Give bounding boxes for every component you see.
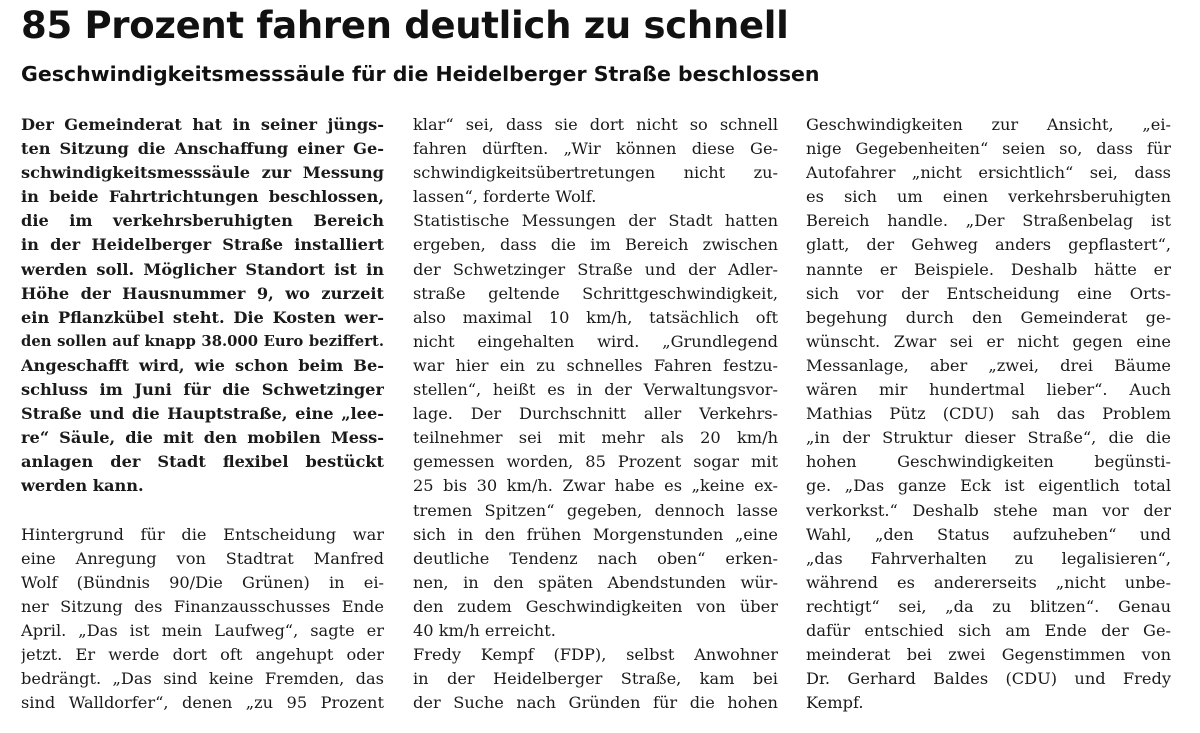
text-line: rechtigt“ sei, „da zu blitzen“. Genau <box>806 596 1171 616</box>
text-line: Messanlage, aber „zwei, drei Bäume <box>806 355 1171 375</box>
text-line: April. „Das ist mein Laufweg“, sagte er <box>21 620 384 640</box>
text-line: re“ Säule, die mit den mobilen Mess- <box>21 428 384 448</box>
text-line: schluss im Juni für die Schwetzinger <box>21 380 384 400</box>
text-line: 25 bis 30 km/h. Zwar habe es „keine ex- <box>413 476 778 496</box>
text-line: Der Gemeinderat hat in seiner jüngs- <box>21 115 384 134</box>
text-line: nannte er Beispiele. Deshalb hätte er <box>806 259 1171 279</box>
text-line: ein Pflanzkübel steht. Die Kosten wer- <box>21 307 384 327</box>
text-line: Höhe der Hausnummer 9, wo zurzeit <box>21 283 384 303</box>
text-line: wünscht. Zwar sei er nicht gegen eine <box>806 331 1171 351</box>
text-line: Fredy Kempf (FDP), selbst Anwohner <box>413 645 778 665</box>
text-line: hohen Geschwindigkeiten begünsti- <box>806 452 1171 472</box>
text-line: ge. „Das ganze Eck ist eigentlich total <box>806 476 1171 496</box>
text-line: den zudem Geschwindigkeiten von über <box>413 596 778 616</box>
text-line: in der Heidelberger Straße installiert <box>21 235 384 255</box>
article-headline: 85 Prozent fahren deutlich zu schnell <box>21 4 789 47</box>
text-line: Statistische Messungen der Stadt hatten <box>413 211 778 231</box>
text-line: gemessen worden, 85 Prozent sogar mit <box>413 452 778 472</box>
text-line: der Suche nach Gründen für die hohen <box>413 693 778 713</box>
text-line: sich vor der Entscheidung eine Orts- <box>806 283 1171 303</box>
text-line: teilnehmer sei mit mehr als 20 km/h <box>413 428 778 448</box>
text-line: nicht eingehalten wird. „Grundlegend <box>413 331 778 351</box>
text-line: Wolf (Bündnis 90/Die Grünen) in ei- <box>21 572 384 592</box>
paragraph-gap <box>21 499 384 523</box>
text-line: Wahl, „den Status aufzuheben“ und <box>806 524 1171 544</box>
text-line: meinderat bei zwei Gegenstimmen von <box>806 645 1171 665</box>
text-line: Bereich handle. „Der Straßenbelag ist <box>806 211 1171 231</box>
text-line: in beide Fahrtrichtungen beschlossen, <box>21 187 384 207</box>
text-line: verkorkst.“ Deshalb stehe man vor der <box>806 500 1171 520</box>
text-line: in der Heidelberger Straße, kam bei <box>413 669 778 689</box>
text-line: also maximal 10 km/h, tatsächlich oft <box>413 307 778 327</box>
text-line: wären mir hundertmal lieber“. Auch <box>806 380 1171 400</box>
text-line: Dr. Gerhard Baldes (CDU) und Fredy <box>806 669 1171 689</box>
column-1 <box>21 113 384 715</box>
text-line: bedrängt. „Das sind keine Fremden, das <box>21 669 384 689</box>
text-line: sich in den frühen Morgenstunden „eine <box>413 524 778 544</box>
text-line: ner Sitzung des Finanzausschusses Ende <box>21 596 384 616</box>
article-subheadline: Geschwindigkeitsmesssäule für die Heidelberger Straße beschlossen <box>21 62 820 86</box>
body-paragraph-1 <box>21 523 384 716</box>
text-line: Angeschafft wird, wie schon beim Be- <box>21 355 384 375</box>
text-line: ergeben, dass die im Bereich zwischen <box>413 235 778 255</box>
text-line: straße geltende Schrittgeschwindigkeit, <box>413 283 778 303</box>
text-line: schwindigkeitsmesssäule zur Messung <box>21 163 384 183</box>
lead-paragraph <box>21 113 384 499</box>
column-2 <box>413 113 778 715</box>
text-line: deutliche Tendenz nach oben“ erken- <box>413 548 778 568</box>
text-line: Straße und die Hauptstraße, eine „lee- <box>21 404 384 424</box>
text-line: Hintergrund für die Entscheidung war <box>21 524 384 544</box>
text-line: während es andererseits „nicht unbe- <box>806 572 1171 592</box>
text-line: nige Gegebenheiten“ seien so, dass für <box>806 139 1171 159</box>
text-line: lage. Der Durchschnitt aller Verkehrs- <box>413 404 778 424</box>
text-line: glatt, der Gehweg anders gepflastert“, <box>806 235 1171 255</box>
text-line: die im verkehrsberuhigten Bereich <box>21 211 384 231</box>
text-line: anlagen der Stadt flexibel bestückt <box>21 452 384 472</box>
text-line: tremen Spitzen“ gegeben, dennoch lasse <box>413 500 778 520</box>
text-line: klar“ sei, dass sie dort nicht so schnell <box>413 115 778 134</box>
text-line: jetzt. Er werde dort oft angehupt oder <box>21 644 384 664</box>
text-line: es sich um einen verkehrsberuhigten <box>806 187 1171 207</box>
text-line: stellen“, heißt es in der Verwaltungsvor- <box>413 380 778 400</box>
text-line: „in der Struktur dieser Straße“, die die <box>806 428 1171 448</box>
text-line: ten Sitzung die Anschaffung einer Ge- <box>21 139 384 159</box>
text-line: Autofahrer „nicht ersichtlich“ sei, dass <box>806 163 1171 183</box>
text-line: den sollen auf knapp 38.000 Euro beziffert. <box>21 332 384 350</box>
text-line: der Schwetzinger Straße und der Adler- <box>413 259 778 279</box>
text-line: werden kann. <box>21 476 144 496</box>
text-line: nen, in den späten Abendstunden wür- <box>413 572 778 592</box>
text-line: schwindigkeitsübertretungen nicht zu- <box>413 163 778 183</box>
text-line: eine Anregung von Stadtrat Manfred <box>21 548 384 568</box>
column-3 <box>806 113 1171 715</box>
text-line: fahren dürften. „Wir können diese Ge- <box>413 139 778 159</box>
text-line: Kempf. <box>806 693 864 713</box>
text-line: dafür entschied sich am Ende der Ge- <box>806 620 1171 640</box>
text-line: war hier ein zu schnelles Fahren festzu- <box>413 355 778 375</box>
text-line: Mathias Pütz (CDU) sah das Problem <box>806 404 1171 424</box>
text-line: begehung durch den Gemeinderat ge- <box>806 307 1171 327</box>
text-line: sind Walldorfer“, denen „zu 95 Prozent <box>21 693 384 713</box>
text-line: „das Fahrverhalten zu legalisieren“, <box>806 548 1171 568</box>
text-line: 40 km/h erreicht. <box>413 620 556 640</box>
text-line: Geschwindigkeiten zur Ansicht, „ei- <box>806 115 1171 134</box>
text-line: lassen“, forderte Wolf. <box>413 187 597 207</box>
text-line: werden soll. Möglicher Standort ist in <box>21 259 384 279</box>
